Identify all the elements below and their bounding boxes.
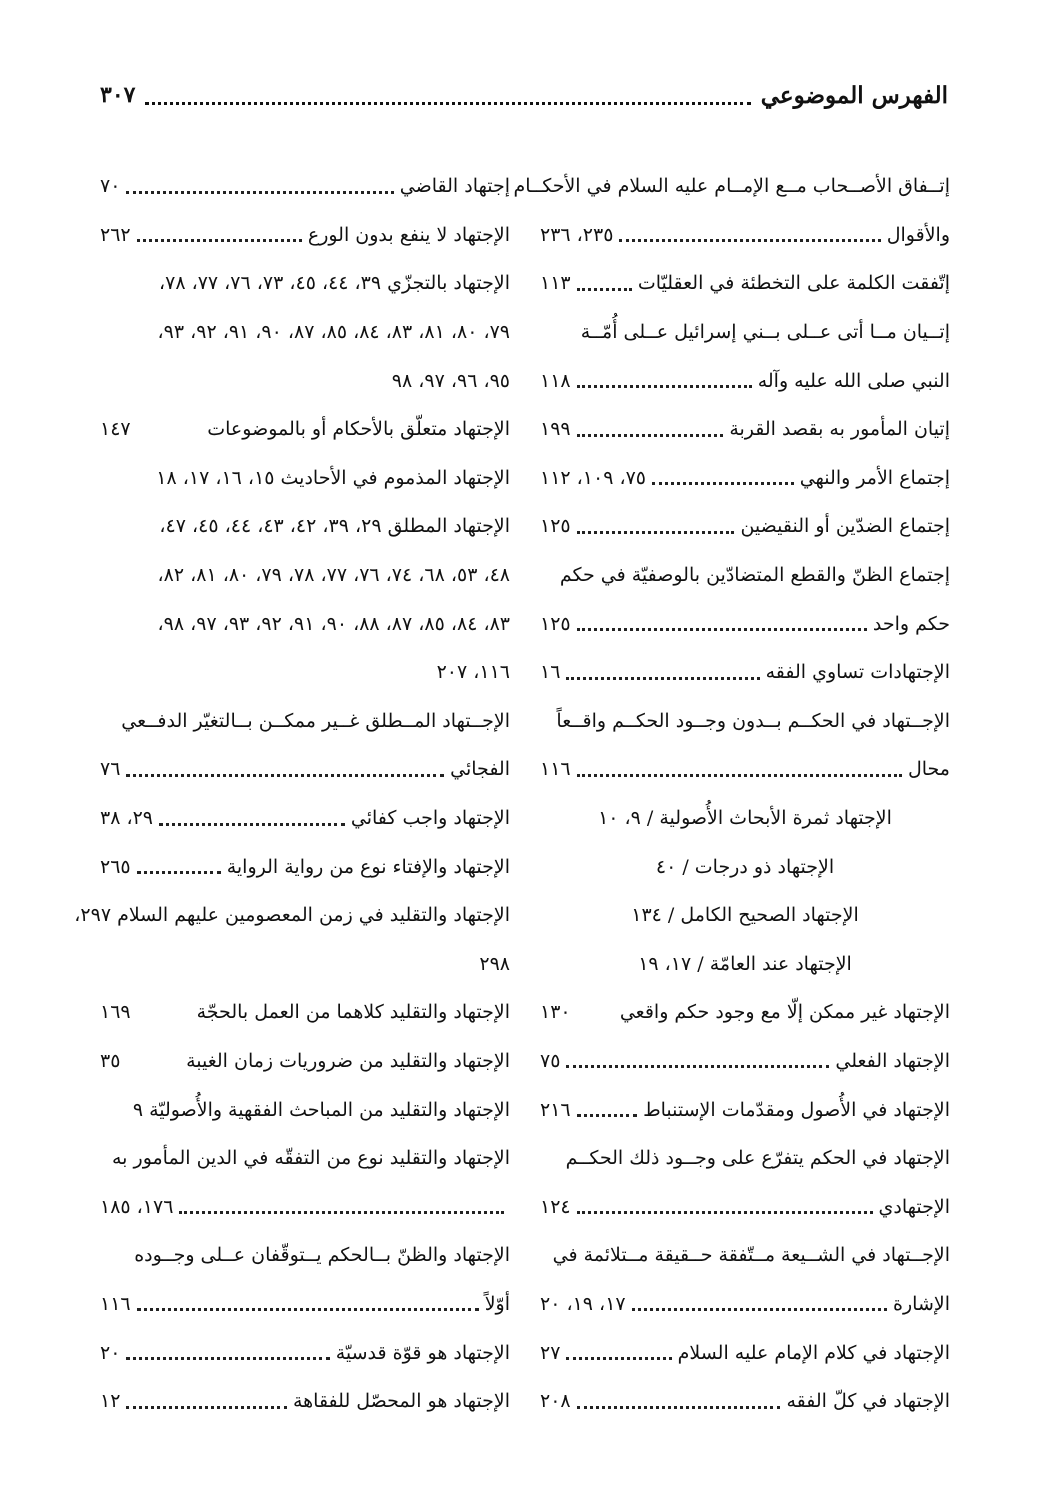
entry-text: ٢٩٨ bbox=[479, 952, 510, 975]
index-entry bbox=[540, 211, 950, 260]
entry-text: الإجتهاد والتقليد من ضروريات زمان الغيبة bbox=[186, 1049, 510, 1072]
leader-dots bbox=[577, 288, 632, 291]
index-entry bbox=[540, 599, 950, 648]
leader-dots bbox=[137, 871, 221, 874]
entry-pages: ٢٣٥، ٢٣٦ bbox=[540, 223, 614, 246]
index-entry bbox=[540, 259, 950, 308]
entry-pages: ١٣٠ bbox=[540, 1001, 571, 1024]
entry-pages: ١٢٥ bbox=[540, 515, 571, 538]
entry-pages: ٣٥ bbox=[100, 1049, 121, 1072]
index-entry bbox=[540, 891, 950, 940]
index-entry bbox=[100, 842, 510, 891]
leader-dots bbox=[566, 1357, 671, 1360]
leader-dots bbox=[619, 239, 880, 242]
index-entry bbox=[540, 697, 950, 746]
entry-text: ١١٦، ٢٠٧ bbox=[436, 661, 510, 684]
index-entry bbox=[540, 1182, 950, 1231]
entry-text: إتــفاق الأصــحاب مــع الإمــام عليه السلام في الأحكــام bbox=[513, 175, 950, 198]
leader-dots bbox=[652, 482, 794, 485]
index-entry bbox=[100, 697, 510, 746]
index-entry bbox=[540, 1377, 950, 1426]
entry-pages: ١٧، ١٩، ٢٠ bbox=[540, 1292, 626, 1315]
index-entry bbox=[100, 551, 510, 600]
entry-text: الإجــتهاد في الحكــم بــدون وجــود الحكــم واقــعاً bbox=[556, 709, 950, 732]
entry-text: الإجتهاد والتقليد في زمن المعصومين عليهم السلام ٢٩٧، bbox=[74, 904, 510, 927]
index-entry bbox=[540, 1280, 950, 1329]
index-entry bbox=[100, 356, 510, 405]
leader-dots bbox=[566, 677, 759, 680]
index-entry bbox=[540, 1328, 950, 1377]
entry-text: الإجتهاد والإفتاء نوع من رواية الرواية bbox=[226, 855, 510, 878]
index-entry bbox=[540, 745, 950, 794]
index-entry bbox=[100, 259, 510, 308]
index-entry bbox=[100, 794, 510, 843]
entry-pages: ١١٦ bbox=[540, 758, 571, 781]
entry-pages: ٧٦ bbox=[100, 758, 121, 781]
entry-pages: ١٧٦، ١٨٥ bbox=[100, 1195, 174, 1218]
index-entry bbox=[540, 1085, 950, 1134]
entry-pages: ٧٥، ١٠٩، ١١٢ bbox=[540, 466, 647, 489]
index-entry bbox=[100, 405, 510, 454]
entry-text: إتيان المأمور به بقصد القربة bbox=[729, 418, 950, 441]
entry-text: الإجتهادات تساوي الفقه bbox=[765, 661, 950, 684]
leader-dots bbox=[126, 191, 393, 194]
entry-text: والأقوال bbox=[886, 223, 950, 246]
leader-dots bbox=[159, 823, 345, 826]
entry-text: حكم واحد bbox=[872, 612, 950, 635]
index-entry bbox=[100, 1377, 510, 1426]
leader-dots bbox=[577, 1114, 637, 1117]
page-title: الفهرس الموضوعي bbox=[760, 81, 948, 109]
entry-text: الإجتهاد المذموم في الأحاديث ١٥، ١٦، ١٧، ١٨ bbox=[156, 466, 510, 489]
entry-text: ٨٣، ٨٤، ٨٥، ٨٧، ٨٨، ٩٠، ٩١، ٩٢، ٩٣، ٩٧، ٩٨، bbox=[157, 612, 510, 635]
entry-pages: ٢٧ bbox=[540, 1341, 561, 1364]
leader-dots bbox=[577, 385, 752, 388]
leader-dots bbox=[577, 434, 724, 437]
entry-text: إجتماع الأمر والنهي bbox=[799, 466, 950, 489]
entry-text: الإجتهاد لا ينفع بدون الورع bbox=[307, 223, 510, 246]
entry-pages: ١٢٥ bbox=[540, 612, 571, 635]
index-entry bbox=[540, 356, 950, 405]
entry-pages: ٢١٦ bbox=[540, 1098, 571, 1121]
index-entry bbox=[100, 988, 510, 1037]
leader-dots bbox=[126, 1406, 287, 1409]
entry-pages: ٢٦٢ bbox=[100, 223, 131, 246]
entry-text: الإجتهاد الفعلي bbox=[835, 1049, 950, 1072]
leader-dots bbox=[566, 1065, 829, 1068]
index-entry bbox=[100, 1231, 510, 1280]
entry-pages: ١٢ bbox=[100, 1390, 121, 1413]
index-entry bbox=[513, 162, 950, 211]
entry-text: إجتماع الضدّين أو النقيضين bbox=[740, 515, 950, 538]
leader-dots bbox=[577, 774, 902, 777]
index-entry bbox=[540, 1134, 950, 1183]
page-header bbox=[100, 70, 948, 120]
index-entry bbox=[100, 162, 510, 211]
entry-pages: ٢٠ bbox=[100, 1341, 121, 1364]
entry-text: الفجائي bbox=[450, 758, 510, 781]
page-number: ٣٠٧ bbox=[100, 82, 136, 108]
entry-pages: ٢٩، ٣٨ bbox=[100, 807, 154, 830]
entry-pages: ١٤٧ bbox=[100, 418, 131, 441]
entry-text: الإجتهاد ثمرة الأبحاث الأُصولية / ٩، ١٠ bbox=[598, 807, 892, 830]
entry-text: الإجتهاد والظنّ بــالحكم يــتوقّفان عــلى وجــوده bbox=[134, 1244, 510, 1267]
entry-pages: ١١٨ bbox=[540, 369, 571, 392]
entry-text: الإجــتهاد المــطلق غــير ممكــن بــالتغيّر الدفــعي bbox=[121, 709, 510, 732]
index-entry bbox=[100, 599, 510, 648]
entry-text: إتــيان مــا أتى عــلى بــني إسرائيل عــلى أُمّــة bbox=[580, 321, 950, 344]
index-column-left bbox=[74, 162, 510, 1425]
index-entry bbox=[100, 1328, 510, 1377]
leader-dots bbox=[126, 774, 444, 777]
leader-dots bbox=[577, 1211, 873, 1214]
entry-text: الإجتهاد والتقليد كلاهما من العمل بالحجّة bbox=[196, 1001, 510, 1024]
index-entry bbox=[100, 940, 510, 989]
leader-dots bbox=[632, 1308, 887, 1311]
index-entry bbox=[540, 405, 950, 454]
entry-text: الإجتهاد هو المحصّل للفقاهة bbox=[292, 1390, 510, 1413]
entry-text: محال bbox=[907, 758, 950, 781]
leader-dots bbox=[577, 531, 735, 534]
entry-text: الإجتهاد متعلّق بالأحكام أو بالموضوعات bbox=[207, 418, 510, 441]
entry-pages: ٢٦٥ bbox=[100, 855, 131, 878]
leader-dots bbox=[137, 1308, 479, 1311]
entry-text: أوّلاً bbox=[484, 1292, 510, 1315]
entry-text: الإجتهاد الصحيح الكامل / ١٣٤ bbox=[631, 904, 859, 927]
index-entry bbox=[100, 1085, 510, 1134]
entry-pages: ١٦٩ bbox=[100, 1001, 131, 1024]
leader-dots bbox=[577, 628, 867, 631]
index-entry bbox=[540, 940, 950, 989]
entry-pages: ١٦ bbox=[540, 661, 561, 684]
leader-dots bbox=[577, 1406, 781, 1409]
entry-text: الإشارة bbox=[893, 1292, 950, 1315]
index-entry bbox=[540, 842, 950, 891]
entry-pages: ١١٦ bbox=[100, 1292, 131, 1315]
index-entry bbox=[100, 1134, 510, 1183]
index-entry bbox=[100, 1280, 510, 1329]
entry-text: ٧٩، ٨٠، ٨١، ٨٣، ٨٤، ٨٥، ٨٧، ٩٠، ٩١، ٩٢، ٩٣، bbox=[157, 321, 510, 344]
entry-text: الإجتهاد المطلق ٢٩، ٣٩، ٤٢، ٤٣، ٤٤، ٤٥، ٤٧، bbox=[159, 515, 510, 538]
index-entry bbox=[540, 454, 950, 503]
index-entry bbox=[100, 1037, 510, 1086]
index-entry bbox=[540, 502, 950, 551]
index-entry bbox=[540, 988, 950, 1037]
index-entry bbox=[100, 745, 510, 794]
entry-text: الإجتهاد في كلام الإمام عليه السلام bbox=[677, 1341, 950, 1364]
entry-text: الإجتهاد عند العامّة / ١٧، ١٩ bbox=[638, 952, 852, 975]
entry-pages: ٧٥ bbox=[540, 1049, 561, 1072]
index-column-right bbox=[513, 162, 950, 1425]
entry-pages: ١٩٩ bbox=[540, 418, 571, 441]
entry-text: إجتهاد القاضي bbox=[399, 175, 510, 198]
entry-pages: ١١٣ bbox=[540, 272, 571, 295]
entry-pages: ٢٠٨ bbox=[540, 1390, 571, 1413]
entry-text: ٩٥، ٩٦، ٩٧، ٩٨ bbox=[391, 369, 510, 392]
entry-pages: ١٢٤ bbox=[540, 1195, 571, 1218]
entry-text: الإجتهاد ذو درجات / ٤٠ bbox=[655, 855, 835, 878]
entry-text: الإجتهاد هو قوّة قدسيّة bbox=[335, 1341, 510, 1364]
index-entry bbox=[100, 502, 510, 551]
leader-dots bbox=[179, 1211, 504, 1214]
entry-pages: ٧٠ bbox=[100, 175, 121, 198]
index-entry bbox=[100, 211, 510, 260]
entry-text: ٤٨، ٥٣، ٦٨، ٧٤، ٧٦، ٧٧، ٧٨، ٧٩، ٨٠، ٨١، ٨٢، bbox=[157, 564, 510, 587]
entry-text: الإجتهاد في الأُصول ومقدّمات الإستنباط bbox=[643, 1098, 950, 1121]
leader-dots bbox=[126, 1357, 329, 1360]
entry-text: الإجتهاد غير ممكن إلّا مع وجود حكم واقعي bbox=[619, 1001, 950, 1024]
entry-text: إتّفقت الكلمة على التخطئة في العقليّات bbox=[637, 272, 950, 295]
index-entry bbox=[540, 1231, 950, 1280]
entry-text: إجتماع الظنّ والقطع المتضادّين بالوصفيّة في حكم bbox=[559, 564, 950, 587]
entry-text: الإجتهاد واجب كفائي bbox=[350, 807, 510, 830]
entry-text: الإجتهاد بالتجزّي ٣٩، ٤٤، ٤٥، ٧٣، ٧٦، ٧٧، ٧٨، bbox=[158, 272, 510, 295]
header-leader-dots bbox=[145, 102, 750, 105]
index-entry bbox=[540, 1037, 950, 1086]
index-entry bbox=[100, 648, 510, 697]
index-entry bbox=[100, 1182, 510, 1231]
index-entry bbox=[100, 454, 510, 503]
entry-text: الإجتهاد والتقليد من المباحث الفقهية والأُصوليّة ٩ bbox=[132, 1098, 510, 1121]
entry-text: الإجتهادي bbox=[878, 1195, 950, 1218]
index-entry bbox=[540, 648, 950, 697]
entry-text: الإجتهاد في الحكم يتفرّع على وجــود ذلك الحكــم bbox=[565, 1147, 950, 1170]
index-entry bbox=[540, 308, 950, 357]
entry-text: النبي صلى الله عليه وآله bbox=[757, 369, 950, 392]
index-entry bbox=[540, 794, 950, 843]
entry-text: الإجتهاد في كلّ الفقه bbox=[786, 1390, 950, 1413]
entry-text: الإجــتهاد في الشــيعة مــتّفقة حــقيقة مــتلائمة في bbox=[552, 1244, 950, 1267]
index-entry bbox=[74, 891, 510, 940]
leader-dots bbox=[137, 239, 302, 242]
entry-text: الإجتهاد والتقليد نوع من التفقّه في الدين المأمور به bbox=[112, 1147, 510, 1170]
index-entry bbox=[100, 308, 510, 357]
index-entry bbox=[540, 551, 950, 600]
